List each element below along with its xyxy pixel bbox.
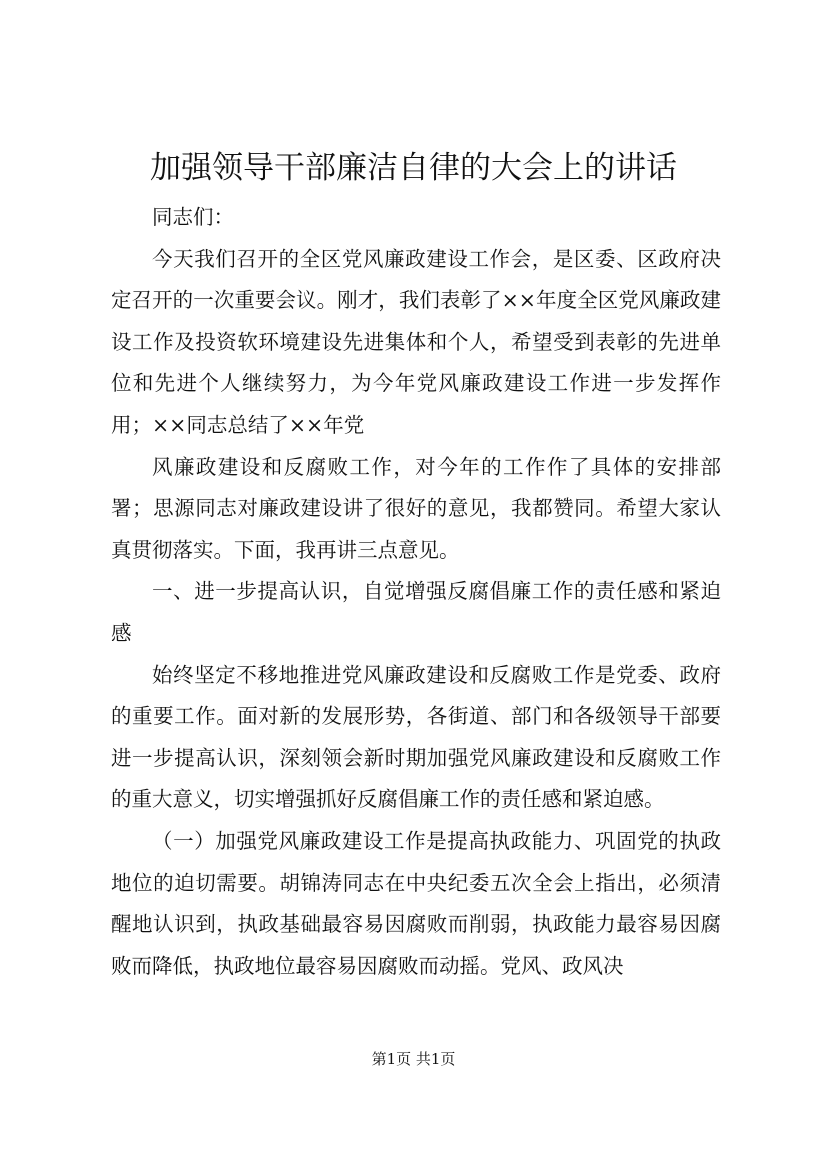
paragraph-4: （一）加强党风廉政建设工作是提高执政能力、巩固党的执政地位的迫切需要。胡锦涛同志在中央纪委五次全会上指出，必须清醒地认识到，执政基础最容易因腐败而削弱，执政能力最容易因腐败而降低，执政地位最容易因腐败而动摇。党风、政风决	[111, 828, 721, 978]
paragraph-3: 始终坚定不移地推进党风廉政建设和反腐败工作是党委、政府的重要工作。面对新的发展形势，各街道、部门和各级领导干部要进一步提高认识，深刻领会新时期加强党风廉政建设和反腐败工作的重大意义，切实增强抓好反腐倡廉工作的责任感和紧迫感。	[111, 662, 721, 812]
section-heading-1: 一、进一步提高认识，自觉增强反腐倡廉工作的责任感和紧迫感	[111, 579, 721, 645]
paragraph-1: 今天我们召开的全区党风廉政建设工作会，是区委、区政府决定召开的一次重要会议。刚才，我们表彰了××年度全区党风廉政建设工作及投资软环境建设先进集体和个人，希望受到表彰的先进单位和先进个人继续努力，为今年党风廉政建设工作进一步发挥作用；××同志总结了××年党	[111, 246, 721, 437]
paragraph-2: 风廉政建设和反腐败工作，对今年的工作作了具体的安排部署；思源同志对廉政建设讲了很好的意见，我都赞同。希望大家认真贯彻落实。下面，我再讲三点意见。	[111, 454, 721, 562]
page-number-footer: 第1页 共1页	[371, 1050, 456, 1068]
salutation: 同志们：	[152, 205, 234, 229]
document-title: 加强领导干部廉洁自律的大会上的讲话	[150, 150, 677, 186]
document-body	[111, 197, 721, 987]
